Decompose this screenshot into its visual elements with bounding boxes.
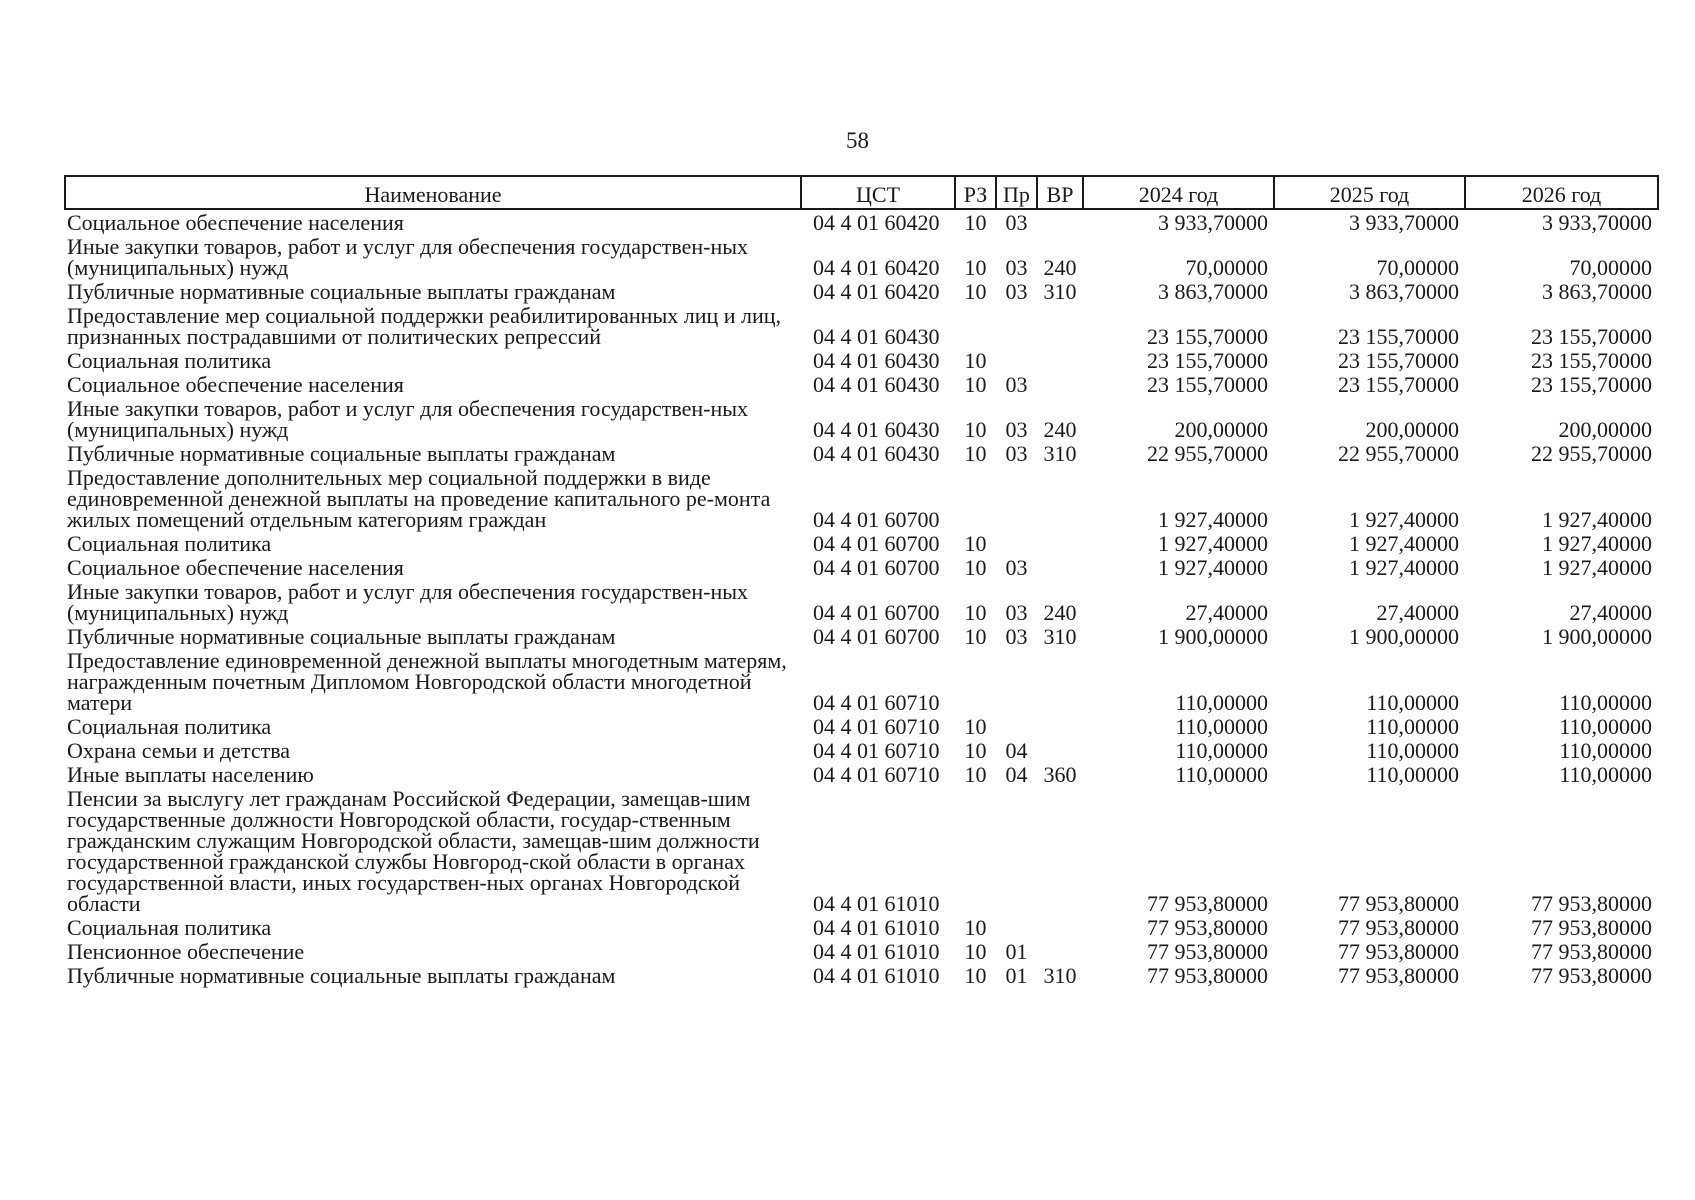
cell-pr: 03: [1005, 555, 1028, 580]
table-row: [65, 465, 1658, 531]
cell-rz: 10: [964, 255, 987, 280]
table-row: [65, 786, 1658, 915]
cell-cst: 04 4 01 60710: [813, 762, 940, 787]
cell-2024: 1 927,40000: [1158, 555, 1268, 580]
cell-2024: 3 933,70000: [1158, 210, 1268, 235]
header-vr: ВР: [1037, 176, 1083, 209]
cell-name: Социальная политика: [67, 531, 272, 556]
cell-2024: 1 927,40000: [1158, 531, 1268, 556]
cell-2024: 110,00000: [1175, 714, 1268, 739]
cell-name: Предоставление дополнительных мер социальной поддержки в виде единовременной денежной выплаты на проведение капитального ре-монта жилых помещений отдельным категориям граждан: [67, 465, 771, 532]
cell-2026: 1 900,00000: [1542, 624, 1652, 649]
cell-pr: [996, 648, 1037, 714]
cell-2026: 77 953,80000: [1531, 963, 1652, 988]
cell-cst: 04 4 01 60700: [813, 531, 940, 556]
cell-name: Публичные нормативные социальные выплаты гражданам: [67, 279, 616, 304]
cell-name: Иные закупки товаров, работ и услуг для обеспечения государствен-ных (муниципальных) нужд: [67, 579, 749, 625]
cell-2024: 70,00000: [1185, 255, 1268, 280]
cell-vr: 240: [1043, 255, 1077, 280]
cell-vr: 240: [1043, 417, 1077, 442]
cell-vr: [1037, 303, 1083, 348]
cell-cst: 04 4 01 60710: [813, 714, 940, 739]
cell-vr: 240: [1043, 600, 1077, 625]
cell-cst: 04 4 01 60700: [813, 624, 940, 649]
cell-name: Предоставление единовременной денежной выплаты многодетным матерям, награжденным почетным Дипломом Новгородской области многодетной матери: [67, 648, 787, 715]
cell-name: Иные закупки товаров, работ и услуг для обеспечения государствен-ных (муниципальных) нужд: [67, 234, 749, 280]
cell-2024: 110,00000: [1175, 690, 1268, 715]
cell-rz: 10: [964, 210, 987, 235]
cell-cst: 04 4 01 60710: [813, 690, 940, 715]
cell-rz: 10: [964, 348, 987, 373]
cell-name: Социальная политика: [67, 915, 272, 940]
cell-name: Социальная политика: [67, 714, 272, 739]
cell-2026: 110,00000: [1559, 690, 1652, 715]
table-row: [65, 279, 1658, 303]
cell-rz: [955, 786, 996, 915]
cell-2024: 110,00000: [1175, 762, 1268, 787]
cell-cst: 04 4 01 61010: [813, 915, 940, 940]
cell-vr: [1037, 372, 1083, 396]
cell-2024: 77 953,80000: [1147, 963, 1268, 988]
cell-rz: 10: [964, 714, 987, 739]
header-2025: 2025 год: [1274, 176, 1465, 209]
cell-2025: 70,00000: [1376, 255, 1459, 280]
cell-vr: [1037, 648, 1083, 714]
cell-2025: 110,00000: [1366, 690, 1459, 715]
cell-rz: [955, 303, 996, 348]
table-row: [65, 555, 1658, 579]
cell-rz: [955, 465, 996, 531]
cell-cst: 04 4 01 60430: [813, 348, 940, 373]
cell-pr: 03: [1005, 417, 1028, 442]
cell-2025: 23 155,70000: [1338, 372, 1459, 397]
cell-name: Иные закупки товаров, работ и услуг для обеспечения государствен-ных (муниципальных) нужд: [67, 396, 749, 442]
cell-name: Публичные нормативные социальные выплаты гражданам: [67, 624, 616, 649]
header-2026: 2026 год: [1465, 176, 1658, 209]
cell-2026: 23 155,70000: [1531, 324, 1652, 349]
cell-cst: 04 4 01 60430: [813, 372, 940, 397]
cell-2025: 110,00000: [1366, 714, 1459, 739]
cell-pr: 03: [1005, 255, 1028, 280]
cell-2025: 77 953,80000: [1338, 915, 1459, 940]
cell-pr: [996, 348, 1037, 372]
cell-2026: 77 953,80000: [1531, 915, 1652, 940]
table-body: [65, 209, 1658, 987]
cell-name: Публичные нормативные социальные выплаты гражданам: [67, 441, 616, 466]
cell-name: Предоставление мер социальной поддержки реабилитированных лиц и лиц, признанных пострадавшими от политических репрессий: [67, 303, 782, 349]
cell-rz: 10: [964, 555, 987, 580]
cell-cst: 04 4 01 60710: [813, 738, 940, 763]
cell-pr: [996, 786, 1037, 915]
cell-pr: 03: [1005, 441, 1028, 466]
budget-table: [64, 175, 1659, 987]
cell-cst: 04 4 01 60430: [813, 324, 940, 349]
cell-2024: 110,00000: [1175, 738, 1268, 763]
cell-rz: 10: [964, 963, 987, 988]
cell-vr: 310: [1043, 963, 1077, 988]
cell-2026: 110,00000: [1559, 738, 1652, 763]
cell-cst: 04 4 01 60700: [813, 507, 940, 532]
cell-cst: 04 4 01 60420: [813, 279, 940, 304]
cell-2026: 3 933,70000: [1542, 210, 1652, 235]
cell-2025: 1 900,00000: [1349, 624, 1459, 649]
cell-2025: 3 933,70000: [1349, 210, 1459, 235]
cell-2024: 22 955,70000: [1147, 441, 1268, 466]
cell-name: Пенсии за выслугу лет гражданам Российской Федерации, замещав-шим государственные должности Новгородской области, государ-ственным гражданским служащим Новгородской области, замещав-шим должности государственной гражданской службы Новгород-ской области в органах государственной власти, иных государствен-ных органах Новгородской области: [67, 786, 760, 916]
cell-rz: [955, 648, 996, 714]
table-header: [65, 176, 1658, 209]
cell-2025: 200,00000: [1365, 417, 1459, 442]
cell-2026: 200,00000: [1558, 417, 1652, 442]
table-row: [65, 441, 1658, 465]
cell-name: Охрана семьи и детства: [67, 738, 291, 763]
table-row: [65, 396, 1658, 441]
cell-2025: 23 155,70000: [1338, 324, 1459, 349]
header-pr: Пр: [996, 176, 1037, 209]
cell-vr: [1037, 915, 1083, 939]
header-2024: 2024 год: [1083, 176, 1274, 209]
cell-2025: 1 927,40000: [1349, 555, 1459, 580]
cell-vr: 360: [1043, 762, 1077, 787]
cell-2025: 110,00000: [1366, 738, 1459, 763]
cell-pr: 01: [1005, 963, 1028, 988]
cell-2025: 3 863,70000: [1349, 279, 1459, 304]
cell-name: Социальное обеспечение населения: [67, 555, 404, 580]
cell-2024: 1 900,00000: [1158, 624, 1268, 649]
cell-pr: [996, 465, 1037, 531]
cell-2025: 77 953,80000: [1338, 939, 1459, 964]
cell-pr: [996, 714, 1037, 738]
cell-vr: [1037, 738, 1083, 762]
cell-rz: 10: [964, 279, 987, 304]
cell-vr: [1037, 348, 1083, 372]
header-rz: РЗ: [955, 176, 996, 209]
header-cst: ЦСТ: [801, 176, 955, 209]
cell-2024: 27,40000: [1185, 600, 1268, 625]
cell-2026: 70,00000: [1569, 255, 1652, 280]
table-row: [65, 762, 1658, 786]
cell-2026: 77 953,80000: [1531, 939, 1652, 964]
table-row: [65, 714, 1658, 738]
cell-2025: 77 953,80000: [1338, 891, 1459, 916]
cell-pr: 03: [1005, 624, 1028, 649]
cell-vr: 310: [1043, 279, 1077, 304]
table-row: [65, 963, 1658, 987]
cell-pr: 03: [1005, 372, 1028, 397]
table-row: [65, 372, 1658, 396]
cell-name: Социальная политика: [67, 348, 272, 373]
cell-2025: 110,00000: [1366, 762, 1459, 787]
cell-rz: 10: [964, 939, 987, 964]
cell-rz: 10: [964, 372, 987, 397]
cell-2025: 77 953,80000: [1338, 963, 1459, 988]
cell-2025: 23 155,70000: [1338, 348, 1459, 373]
cell-rz: 10: [964, 738, 987, 763]
table-row: [65, 939, 1658, 963]
cell-pr: 03: [1005, 210, 1028, 235]
header-row: [65, 176, 1658, 209]
cell-cst: 04 4 01 60700: [813, 555, 940, 580]
cell-2024: 77 953,80000: [1147, 915, 1268, 940]
cell-cst: 04 4 01 60420: [813, 255, 940, 280]
cell-cst: 04 4 01 61010: [813, 939, 940, 964]
cell-2024: 3 863,70000: [1158, 279, 1268, 304]
cell-rz: 10: [964, 417, 987, 442]
cell-2024: 77 953,80000: [1147, 939, 1268, 964]
cell-rz: 10: [964, 531, 987, 556]
cell-2026: 110,00000: [1559, 762, 1652, 787]
cell-cst: 04 4 01 60700: [813, 600, 940, 625]
cell-2026: 1 927,40000: [1542, 507, 1652, 532]
cell-vr: [1037, 786, 1083, 915]
cell-2024: 23 155,70000: [1147, 324, 1268, 349]
table-row: [65, 531, 1658, 555]
page-number: 58: [846, 128, 869, 153]
table-row: [65, 915, 1658, 939]
cell-2025: 1 927,40000: [1349, 507, 1459, 532]
cell-name: Социальное обеспечение населения: [67, 372, 404, 397]
cell-pr: 03: [1005, 600, 1028, 625]
cell-cst: 04 4 01 60430: [813, 441, 940, 466]
cell-2024: 23 155,70000: [1147, 372, 1268, 397]
cell-vr: [1037, 939, 1083, 963]
cell-name: Пенсионное обеспечение: [67, 939, 305, 964]
cell-vr: [1037, 714, 1083, 738]
cell-pr: 01: [1005, 939, 1028, 964]
cell-rz: 10: [964, 441, 987, 466]
table-row: [65, 579, 1658, 624]
cell-rz: 10: [964, 600, 987, 625]
table-row: [65, 648, 1658, 714]
table-row: [65, 738, 1658, 762]
cell-2024: 23 155,70000: [1147, 348, 1268, 373]
cell-2024: 200,00000: [1174, 417, 1268, 442]
cell-pr: [996, 531, 1037, 555]
cell-pr: 04: [1005, 738, 1028, 763]
cell-2026: 27,40000: [1569, 600, 1652, 625]
table-row: [65, 209, 1658, 234]
cell-2026: 22 955,70000: [1531, 441, 1652, 466]
cell-name: Социальное обеспечение населения: [67, 210, 404, 235]
cell-cst: 04 4 01 60420: [813, 210, 940, 235]
table-row: [65, 624, 1658, 648]
cell-rz: 10: [964, 762, 987, 787]
header-name: Наименование: [65, 176, 801, 209]
cell-pr: [996, 915, 1037, 939]
cell-pr: 04: [1005, 762, 1028, 787]
cell-2026: 110,00000: [1559, 714, 1652, 739]
cell-2026: 23 155,70000: [1531, 348, 1652, 373]
cell-2026: 1 927,40000: [1542, 531, 1652, 556]
cell-cst: 04 4 01 60430: [813, 417, 940, 442]
cell-vr: [1037, 555, 1083, 579]
cell-2026: 23 155,70000: [1531, 372, 1652, 397]
cell-2026: 77 953,80000: [1531, 891, 1652, 916]
table-row: [65, 234, 1658, 279]
cell-cst: 04 4 01 61010: [813, 891, 940, 916]
cell-rz: 10: [964, 915, 987, 940]
cell-rz: 10: [964, 624, 987, 649]
cell-vr: 310: [1043, 441, 1077, 466]
cell-pr: 03: [1005, 279, 1028, 304]
cell-vr: [1037, 465, 1083, 531]
cell-2026: 1 927,40000: [1542, 555, 1652, 580]
cell-2024: 1 927,40000: [1158, 507, 1268, 532]
cell-2025: 27,40000: [1376, 600, 1459, 625]
cell-pr: [996, 303, 1037, 348]
cell-2026: 3 863,70000: [1542, 279, 1652, 304]
cell-name: Иные выплаты населению: [67, 762, 314, 787]
cell-2024: 77 953,80000: [1147, 891, 1268, 916]
cell-cst: 04 4 01 61010: [813, 963, 940, 988]
cell-2025: 22 955,70000: [1338, 441, 1459, 466]
table-row: [65, 348, 1658, 372]
cell-vr: [1037, 209, 1083, 234]
cell-vr: 310: [1043, 624, 1077, 649]
table-row: [65, 303, 1658, 348]
cell-2025: 1 927,40000: [1349, 531, 1459, 556]
cell-vr: [1037, 531, 1083, 555]
cell-name: Публичные нормативные социальные выплаты гражданам: [67, 963, 616, 988]
